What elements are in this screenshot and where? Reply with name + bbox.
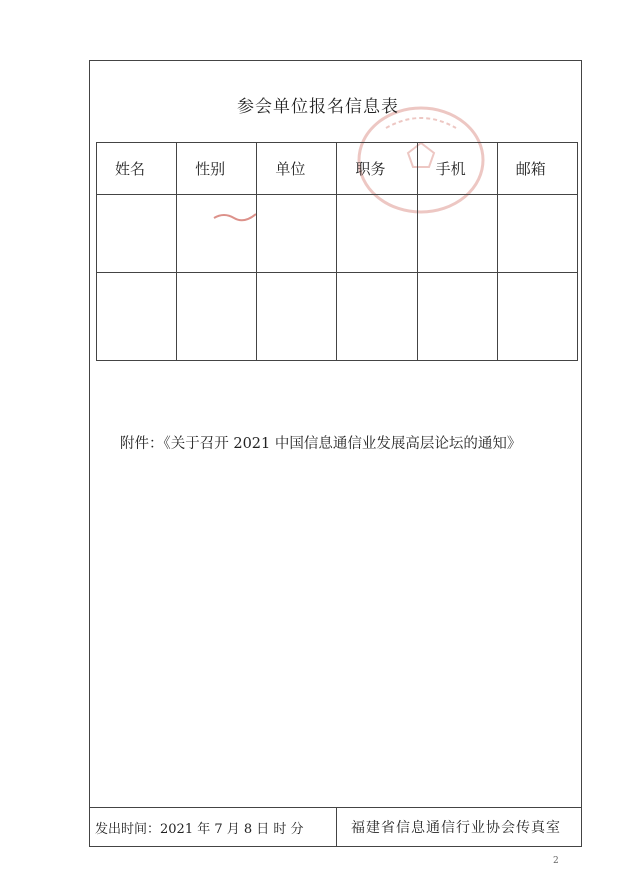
table-cell — [337, 273, 417, 361]
table-row — [97, 195, 578, 273]
attachment-note: 附件：《关于召开 2021 中国信息通信业发展高层论坛的通知》 — [120, 436, 522, 452]
column-header-mobile: 手机 — [417, 143, 497, 195]
column-header-position: 职务 — [337, 143, 417, 195]
table-cell — [497, 195, 577, 273]
form-title: 参会单位报名信息表 — [237, 97, 399, 117]
column-header-name: 姓名 — [97, 143, 177, 195]
column-header-email: 邮箱 — [497, 143, 577, 195]
sent-time: 发出时间：2021 年 7 月 8 日 时 分 — [95, 822, 304, 837]
table-cell — [257, 273, 337, 361]
table-header-row — [97, 143, 578, 195]
table-cell — [97, 273, 177, 361]
table-cell — [497, 273, 577, 361]
table-cell — [417, 273, 497, 361]
table-cell — [97, 195, 177, 273]
page-number: 2 — [553, 856, 559, 866]
registration-table — [96, 142, 578, 361]
table-row — [97, 273, 578, 361]
table-cell — [177, 195, 257, 273]
column-header-gender: 性别 — [177, 143, 257, 195]
footer-vertical-divider — [336, 807, 337, 847]
table-cell — [337, 195, 417, 273]
column-header-organization: 单位 — [257, 143, 337, 195]
table-cell — [257, 195, 337, 273]
table-cell — [177, 273, 257, 361]
table-cell — [417, 195, 497, 273]
sender-name: 福建省信息通信行业协会传真室 — [351, 820, 561, 836]
